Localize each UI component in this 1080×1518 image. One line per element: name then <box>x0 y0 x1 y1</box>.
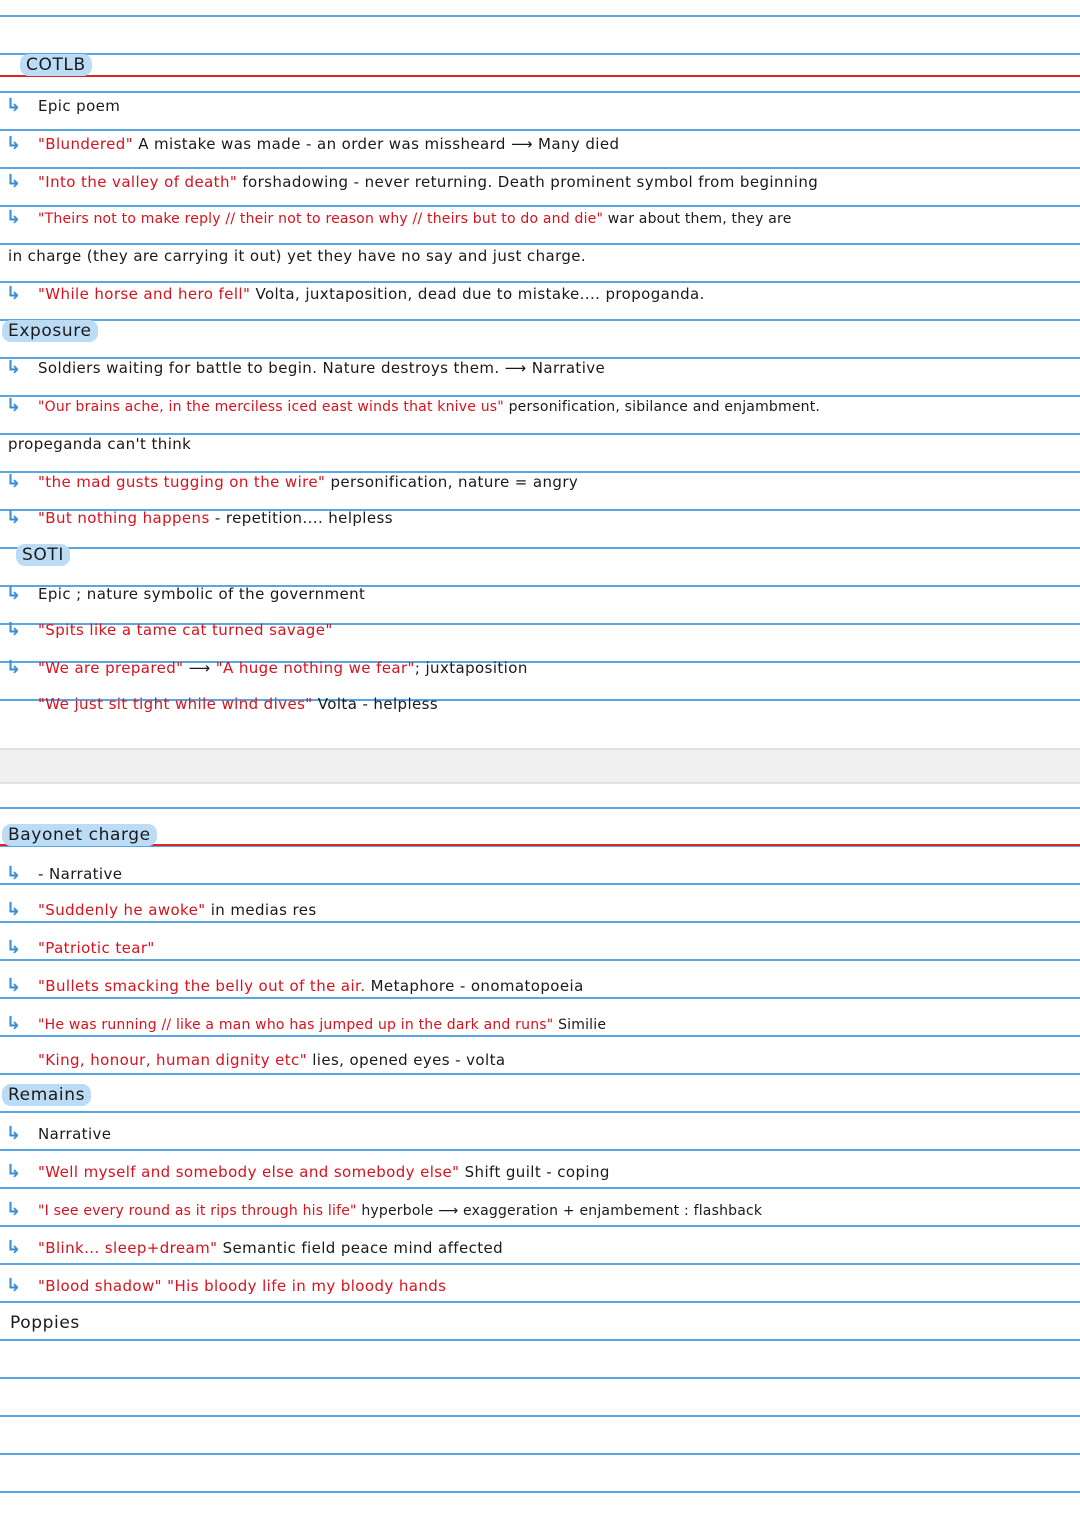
heading-exposure: Exposure <box>2 320 98 342</box>
arrow-icon: ↳ <box>6 507 22 528</box>
note-line: ↳ "Blood shadow" "His bloody life in my bloody hands <box>6 1275 447 1296</box>
note-line: "We just sit tight while wind dives" Volta - helpless <box>38 695 439 713</box>
arrow-icon: ↳ <box>6 657 22 678</box>
note-line: ↳ "I see every round as it rips through his life" hyperbole ⟶ exaggeration + enjambement : flashback <box>6 1199 763 1220</box>
arrow-icon: ↳ <box>6 975 22 996</box>
note-line: ↳ "the mad gusts tugging on the wire" personification, nature = angry <box>6 471 579 492</box>
note-line: ↳ "Theirs not to make reply // their not to reason why // theirs but to do and die" war about them, they are <box>6 207 792 228</box>
arrow-icon: ↳ <box>6 1161 22 1182</box>
arrow-icon: ↳ <box>6 283 22 304</box>
notebook-page-2 <box>0 784 1080 1518</box>
note-line: ↳ Epic poem <box>6 95 121 116</box>
note-line: ↳ "We are prepared" ⟶ "A huge nothing we fear"; juxtaposition <box>6 657 528 678</box>
note-line: propeganda can't think <box>8 435 192 453</box>
arrow-icon: ↳ <box>6 395 22 416</box>
heading-poppies: Poppies <box>10 1313 80 1333</box>
note-line: ↳ Soldiers waiting for battle to begin. Nature destroys them. ⟶ Narrative <box>6 357 606 378</box>
note-line: ↳ - Narrative <box>6 863 123 884</box>
note-line: ↳ "But nothing happens - repetition.... helpless <box>6 507 393 528</box>
arrow-icon: ↳ <box>6 619 22 640</box>
arrow-icon: ↳ <box>6 471 22 492</box>
note-line: ↳ Epic ; nature symbolic of the government <box>6 583 366 604</box>
arrow-icon: ↳ <box>6 1013 22 1034</box>
note-line: ↳ "Blink... sleep+dream" Semantic field peace mind affected <box>6 1237 504 1258</box>
page-gap <box>0 748 1080 784</box>
arrow-icon: ↳ <box>6 207 22 228</box>
note-line: ↳ "Suddenly he awoke" in medias res <box>6 899 317 920</box>
arrow-icon: ↳ <box>6 95 22 116</box>
arrow-icon: ↳ <box>6 863 22 884</box>
note-line: ↳ "Bullets smacking the belly out of the air. Metaphore - onomatopoeia <box>6 975 584 996</box>
margin-line <box>0 75 1080 77</box>
note-line: ↳ "Spits like a tame cat turned savage" <box>6 619 333 640</box>
note-line: in charge (they are carrying it out) yet they have no say and just charge. <box>8 247 587 265</box>
arrow-icon: ↳ <box>6 171 22 192</box>
note-line: ↳ "He was running // like a man who has jumped up in the dark and runs" Similie <box>6 1013 607 1034</box>
arrow-icon: ↳ <box>6 583 22 604</box>
note-line: ↳ "Patriotic tear" <box>6 937 155 958</box>
arrow-icon: ↳ <box>6 937 22 958</box>
note-line: ↳ "Well myself and somebody else and somebody else" Shift guilt - coping <box>6 1161 610 1182</box>
note-line: ↳ "While horse and hero fell" Volta, juxtaposition, dead due to mistake.... propoganda. <box>6 283 705 304</box>
heading-soti: SOTI <box>16 544 70 566</box>
arrow-icon: ↳ <box>6 1199 22 1220</box>
note-line: ↳ "Our brains ache, in the merciless iced east winds that knive us" personification, sibilance and enjambment. <box>6 395 821 416</box>
arrow-icon: ↳ <box>6 1237 22 1258</box>
arrow-icon: ↳ <box>6 1275 22 1296</box>
arrow-icon: ↳ <box>6 1123 22 1144</box>
heading-cotlb: COTLB <box>20 54 92 76</box>
note-line: ↳ "Blundered" A mistake was made - an order was missheard ⟶ Many died <box>6 133 620 154</box>
heading-bayonet-charge: Bayonet charge <box>2 824 157 846</box>
arrow-icon: ↳ <box>6 357 22 378</box>
notebook-page-1 <box>0 0 1080 748</box>
note-line: ↳ "Into the valley of death" forshadowing - never returning. Death prominent symbol from beginning <box>6 171 819 192</box>
arrow-icon: ↳ <box>6 133 22 154</box>
heading-remains: Remains <box>2 1084 91 1106</box>
margin-line <box>0 844 1080 846</box>
note-line: ↳ Narrative <box>6 1123 112 1144</box>
note-line: "King, honour, human dignity etc" lies, opened eyes - volta <box>38 1051 506 1069</box>
arrow-icon: ↳ <box>6 899 22 920</box>
